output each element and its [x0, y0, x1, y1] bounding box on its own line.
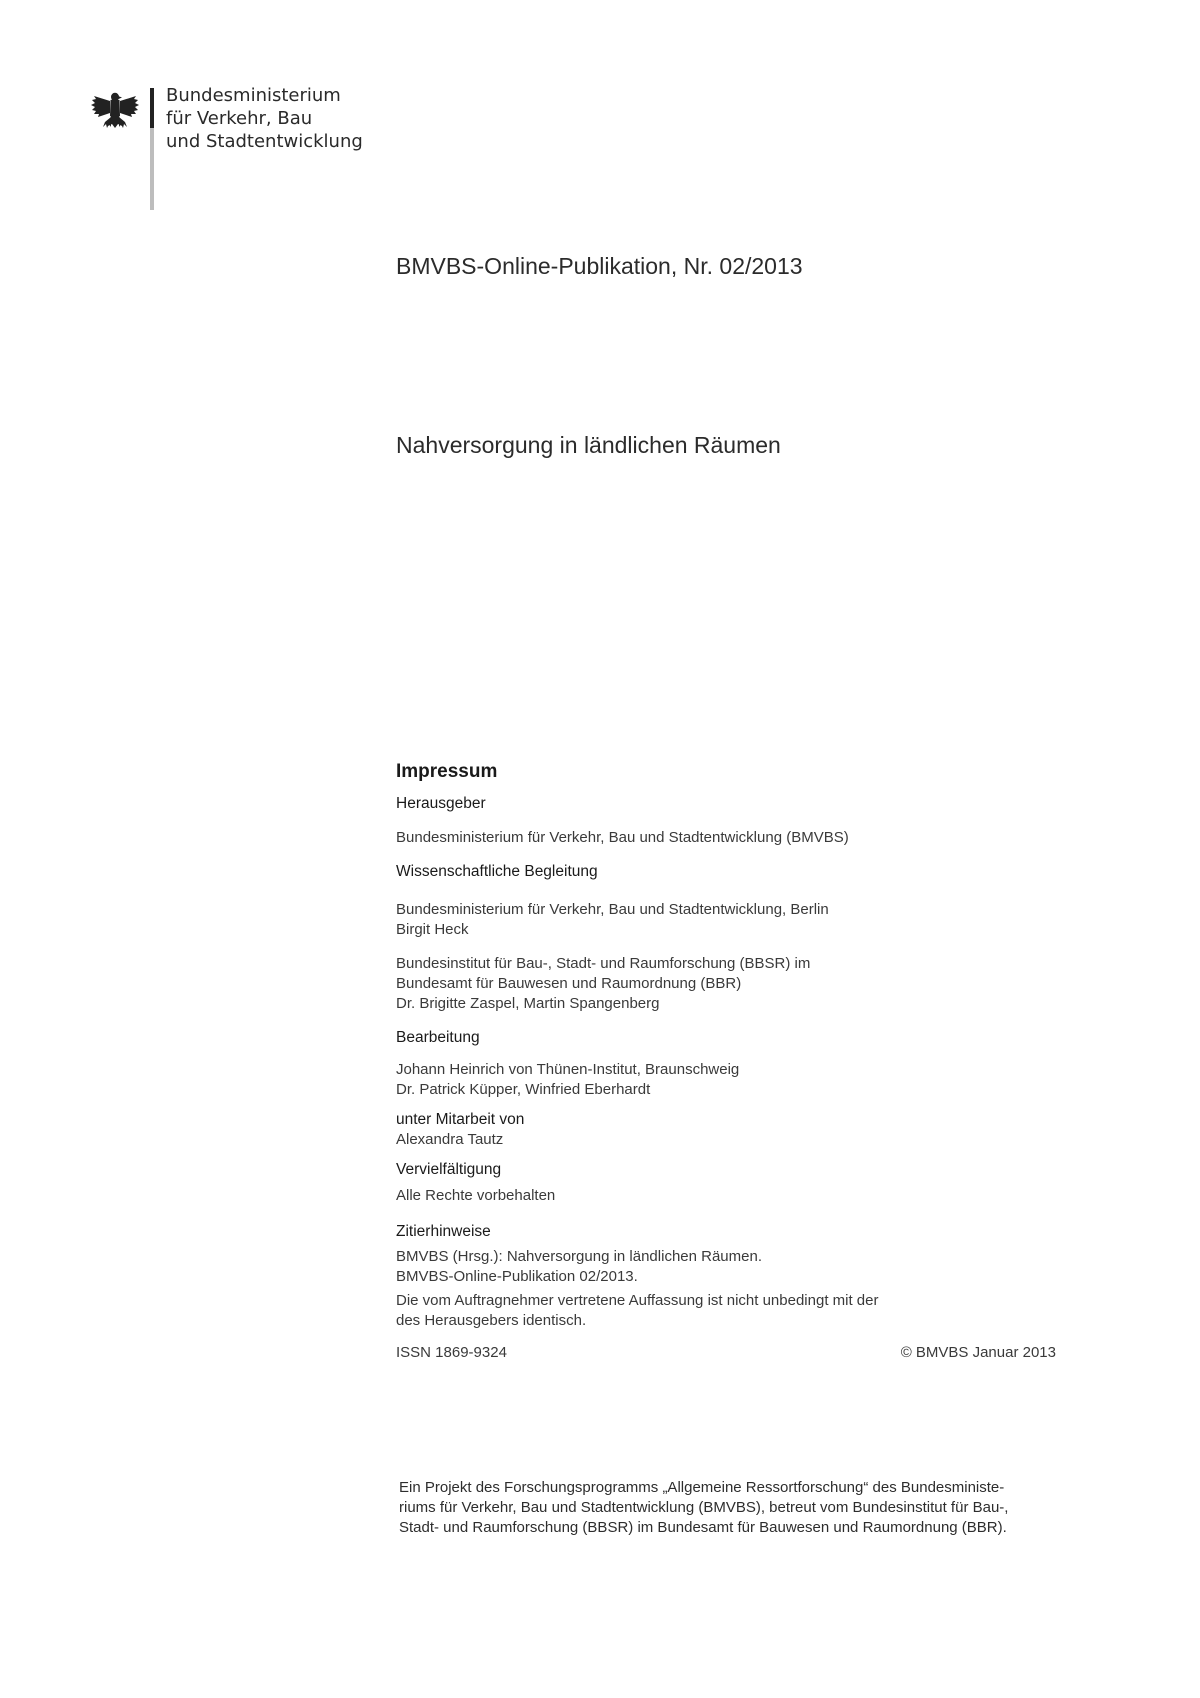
text-line: Birgit Heck: [396, 921, 469, 938]
impressum-section: [396, 762, 1056, 1363]
ministry-name: [166, 84, 363, 153]
herausgeber-text: Bundesministerium für Verkehr, Bau und Stadtentwicklung (BMVBS): [396, 829, 849, 846]
zitierhinweise-text: [396, 1247, 1056, 1287]
vervielfaeltigung-label: Vervielfältigung: [396, 1161, 502, 1178]
ministry-name-line: und Stadtentwicklung: [166, 131, 363, 152]
text-line: riums für Verkehr, Bau und Stadtentwicklung (BMVBS), betreut vom Bundesinstitut für Bau-,: [399, 1499, 1009, 1516]
text-line: Dr. Patrick Küpper, Winfried Eberhardt: [396, 1081, 651, 1098]
logo-divider-bar: [150, 88, 154, 210]
issn-copyright-row: [396, 1343, 1056, 1363]
mitarbeit-label: unter Mitarbeit von: [396, 1111, 525, 1128]
project-footer-note: [399, 1478, 1059, 1538]
copyright-notice: © BMVBS Januar 2013: [900, 1344, 1056, 1361]
bearbeitung-label: Bearbeitung: [396, 1029, 480, 1046]
zitierhinweise-label: Zitierhinweise: [396, 1223, 491, 1240]
bearbeitung-text: [396, 1060, 1056, 1100]
issn-number: ISSN 1869-9324: [396, 1344, 507, 1361]
text-line: Bundesinstitut für Bau-, Stadt- und Raumforschung (BBSR) im: [396, 955, 811, 972]
wissenschaftliche-begleitung-block-1: [396, 900, 1056, 940]
impressum-heading: Impressum: [396, 761, 498, 782]
vervielfaeltigung-text: Alle Rechte vorbehalten: [396, 1187, 556, 1204]
text-line: Bundesministerium für Verkehr, Bau und Stadtentwicklung, Berlin: [396, 901, 829, 918]
ministry-name-line: für Verkehr, Bau: [166, 108, 313, 129]
text-line: BMVBS (Hrsg.): Nahversorgung in ländlichen Räumen.: [396, 1248, 762, 1265]
ministry-name-line: Bundesministerium: [166, 85, 341, 106]
text-line: Bundesamt für Bauwesen und Raumordnung (BBR): [396, 975, 742, 992]
mitarbeit-text: Alexandra Tautz: [396, 1131, 504, 1148]
text-line: BMVBS-Online-Publikation 02/2013.: [396, 1268, 638, 1285]
document-title: Nahversorgung in ländlichen Räumen: [396, 432, 781, 458]
herausgeber-label: Herausgeber: [396, 795, 486, 812]
wissenschaftliche-begleitung-block-2: [396, 954, 1056, 1014]
disclaimer-text: [396, 1291, 1056, 1331]
federal-eagle-icon: [90, 88, 140, 138]
wissenschaftliche-begleitung-label: Wissenschaftliche Begleitung: [396, 863, 598, 880]
publication-number: BMVBS-Online-Publikation, Nr. 02/2013: [396, 253, 803, 279]
text-line: Die vom Auftragnehmer vertretene Auffassung ist nicht unbedingt mit der: [396, 1292, 879, 1309]
text-line: Johann Heinrich von Thünen-Institut, Braunschweig: [396, 1061, 740, 1078]
text-line: Stadt- und Raumforschung (BBSR) im Bundesamt für Bauwesen und Raumordnung (BBR).: [399, 1519, 1007, 1536]
text-line: Dr. Brigitte Zaspel, Martin Spangenberg: [396, 995, 660, 1012]
text-line: Ein Projekt des Forschungsprogramms „Allgemeine Ressortforschung“ des Bundesministe-: [399, 1479, 1005, 1496]
text-line: des Herausgebers identisch.: [396, 1312, 587, 1329]
ministry-logo: [90, 85, 410, 210]
